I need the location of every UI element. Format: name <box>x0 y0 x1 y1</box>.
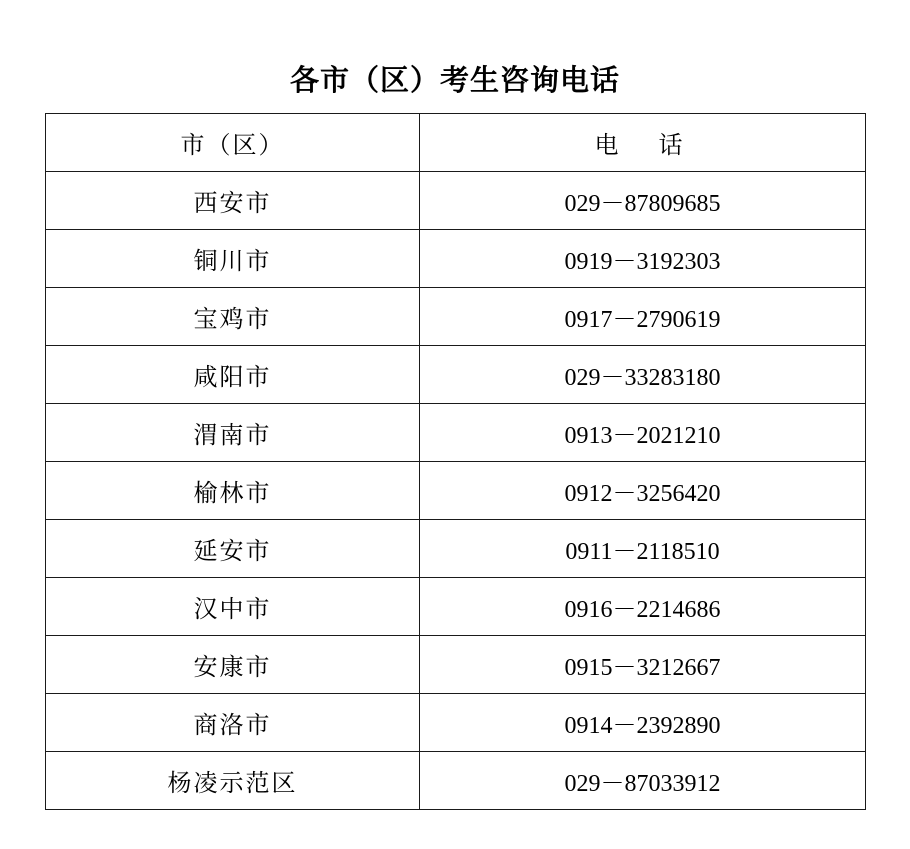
table-row <box>46 578 866 636</box>
cell-city: 宝鸡市 <box>46 288 420 346</box>
cell-phone: 0916－2214686 <box>420 578 866 636</box>
cell-city: 渭南市 <box>46 404 420 462</box>
cell-phone: 029－33283180 <box>420 346 866 404</box>
table-row <box>46 346 866 404</box>
table-container <box>0 113 910 810</box>
cell-phone: 0912－3256420 <box>420 462 866 520</box>
table-row <box>46 636 866 694</box>
cell-city: 商洛市 <box>46 694 420 752</box>
cell-city: 延安市 <box>46 520 420 578</box>
cell-city: 安康市 <box>46 636 420 694</box>
table-row <box>46 462 866 520</box>
cell-city: 西安市 <box>46 172 420 230</box>
table-row <box>46 230 866 288</box>
cell-phone: 0917－2790619 <box>420 288 866 346</box>
table-row <box>46 520 866 578</box>
table-row <box>46 752 866 810</box>
cell-city: 铜川市 <box>46 230 420 288</box>
table-row <box>46 288 866 346</box>
cell-phone: 0915－3212667 <box>420 636 866 694</box>
table-row <box>46 404 866 462</box>
cell-phone: 0911－2118510 <box>420 520 866 578</box>
cell-city: 汉中市 <box>46 578 420 636</box>
cell-phone: 0914－2392890 <box>420 694 866 752</box>
table-row <box>46 172 866 230</box>
table-header <box>46 114 866 172</box>
table-row <box>46 694 866 752</box>
cell-city: 咸阳市 <box>46 346 420 404</box>
page-title: 各市（区）考生咨询电话 <box>289 65 620 97</box>
cell-phone: 029－87033912 <box>420 752 866 810</box>
cell-phone: 029－87809685 <box>420 172 866 230</box>
cell-phone: 0919－3192303 <box>420 230 866 288</box>
cell-phone: 0913－2021210 <box>420 404 866 462</box>
cell-city: 榆林市 <box>46 462 420 520</box>
consultation-phone-table <box>45 113 866 810</box>
cell-city: 杨凌示范区 <box>46 752 420 810</box>
column-header-phone: 电 话 <box>420 114 866 172</box>
table-header-row <box>46 114 866 172</box>
column-header-city: 市（区） <box>46 114 420 172</box>
table-body <box>46 172 866 810</box>
